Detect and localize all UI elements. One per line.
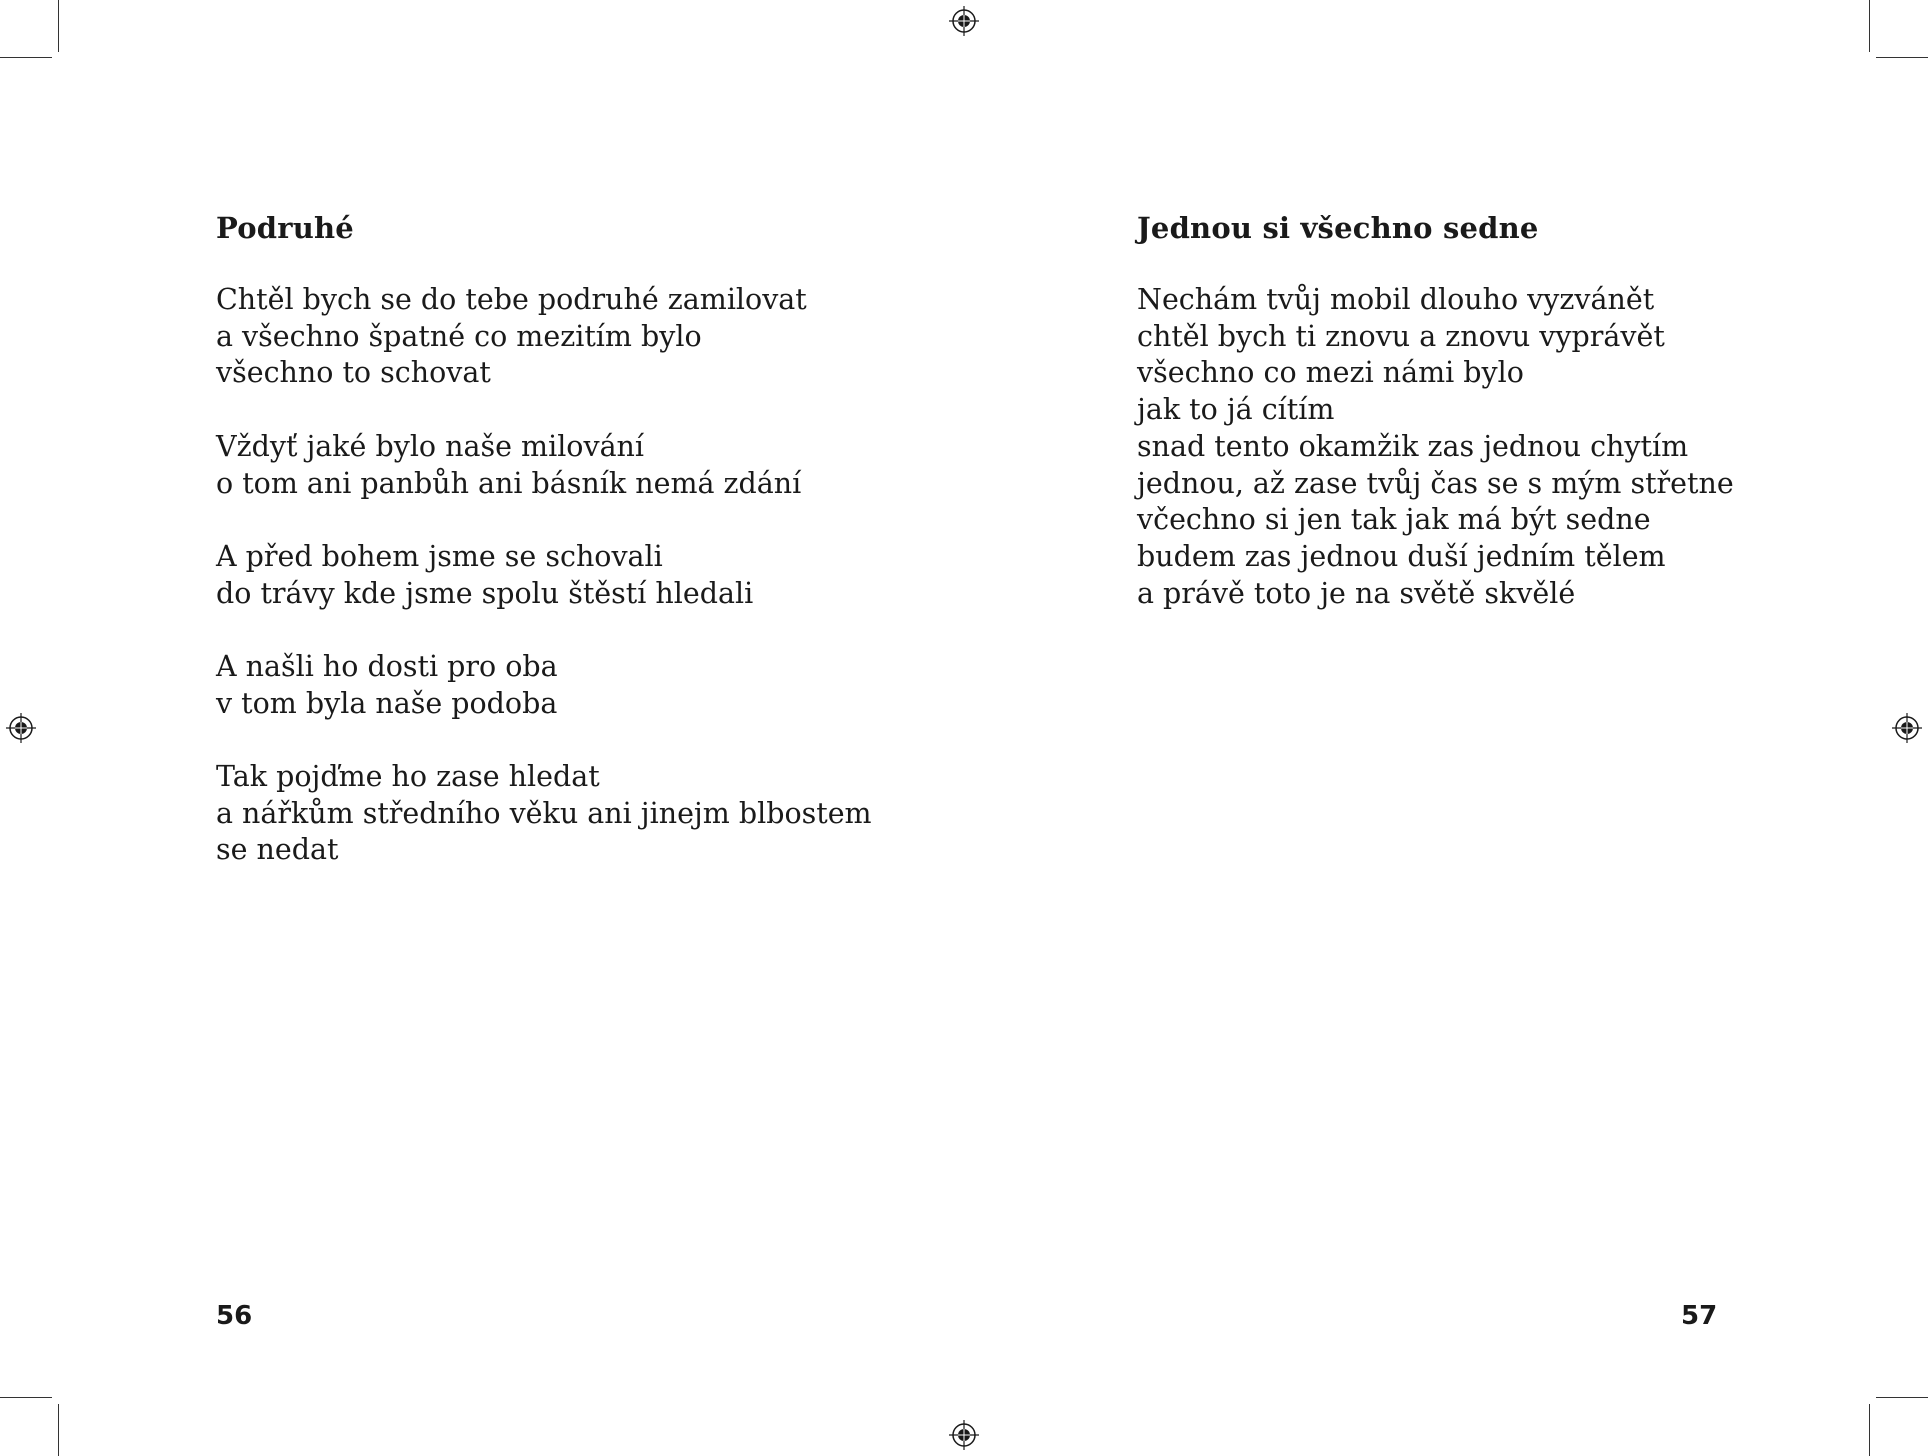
poem-line: jak to já cítím [1137, 393, 1335, 427]
poem-line: budem zas jednou duší jedním tělem [1137, 539, 1666, 573]
poem-line: všechno to schovat [216, 356, 491, 390]
poem-line: se nedat [216, 833, 339, 867]
page-number: 56 [216, 1301, 253, 1331]
crop-mark [0, 57, 52, 58]
registration-mark-icon [6, 713, 36, 743]
stanza [216, 539, 872, 612]
poem-line: Nechám tvůj mobil dlouho vyzvánět [1137, 283, 1655, 316]
poem-title: Podruhé [216, 211, 354, 245]
poem-line: všechno co mezi námi bylo [1137, 356, 1524, 390]
page-number: 57 [1681, 1301, 1718, 1331]
crop-mark [0, 1397, 52, 1398]
poem-line: jednou, až zase tvůj čas se s mým střetne [1137, 466, 1734, 500]
stanza [216, 282, 872, 392]
poem-line: a všechno špatné co mezitím bylo [216, 319, 702, 353]
crop-mark [1876, 57, 1928, 58]
poem-line: a nářkům středního věku ani jinejm blbostem [216, 796, 872, 830]
crop-mark [58, 1404, 59, 1456]
poem-line: o tom ani panbůh ani básník nemá zdání [216, 466, 802, 500]
stanza [216, 649, 872, 722]
crop-mark [58, 0, 59, 52]
poem-title: Jednou si všechno sedne [1137, 211, 1539, 245]
poem-line: a právě toto je na světě skvělé [1137, 576, 1576, 610]
poem-line: snad tento okamžik zas jednou chytím [1137, 429, 1689, 463]
poem-line: Chtěl bych se do tebe podruhé zamilovat [216, 283, 807, 316]
stanza [216, 429, 872, 502]
poem-line: chtěl bych ti znovu a znovu vyprávět [1137, 319, 1665, 353]
stanza [216, 759, 872, 869]
poem-line: včechno si jen tak jak má být sedne [1137, 503, 1651, 537]
poem-line: A našli ho dosti pro oba [216, 649, 558, 683]
poem-line: do trávy kde jsme spolu štěstí hledali [216, 576, 754, 610]
poem-jednou-si-vsechno-sedne [1137, 210, 1734, 649]
registration-mark-icon [1892, 713, 1922, 743]
crop-mark [1876, 1397, 1928, 1398]
right-page [964, 0, 1928, 1456]
crop-mark [1869, 1404, 1870, 1456]
poem-line: Vždyť jaké bylo naše milování [216, 429, 645, 463]
registration-mark-icon [949, 6, 979, 36]
poem-line: v tom byla naše podoba [216, 686, 558, 720]
poem-line: Tak pojďme ho zase hledat [216, 760, 600, 794]
registration-mark-icon [949, 1420, 979, 1450]
stanza [1137, 282, 1734, 612]
crop-mark [1869, 0, 1870, 52]
poem-line: A před bohem jsme se schovali [216, 539, 663, 573]
poem-podruhe [216, 210, 872, 906]
